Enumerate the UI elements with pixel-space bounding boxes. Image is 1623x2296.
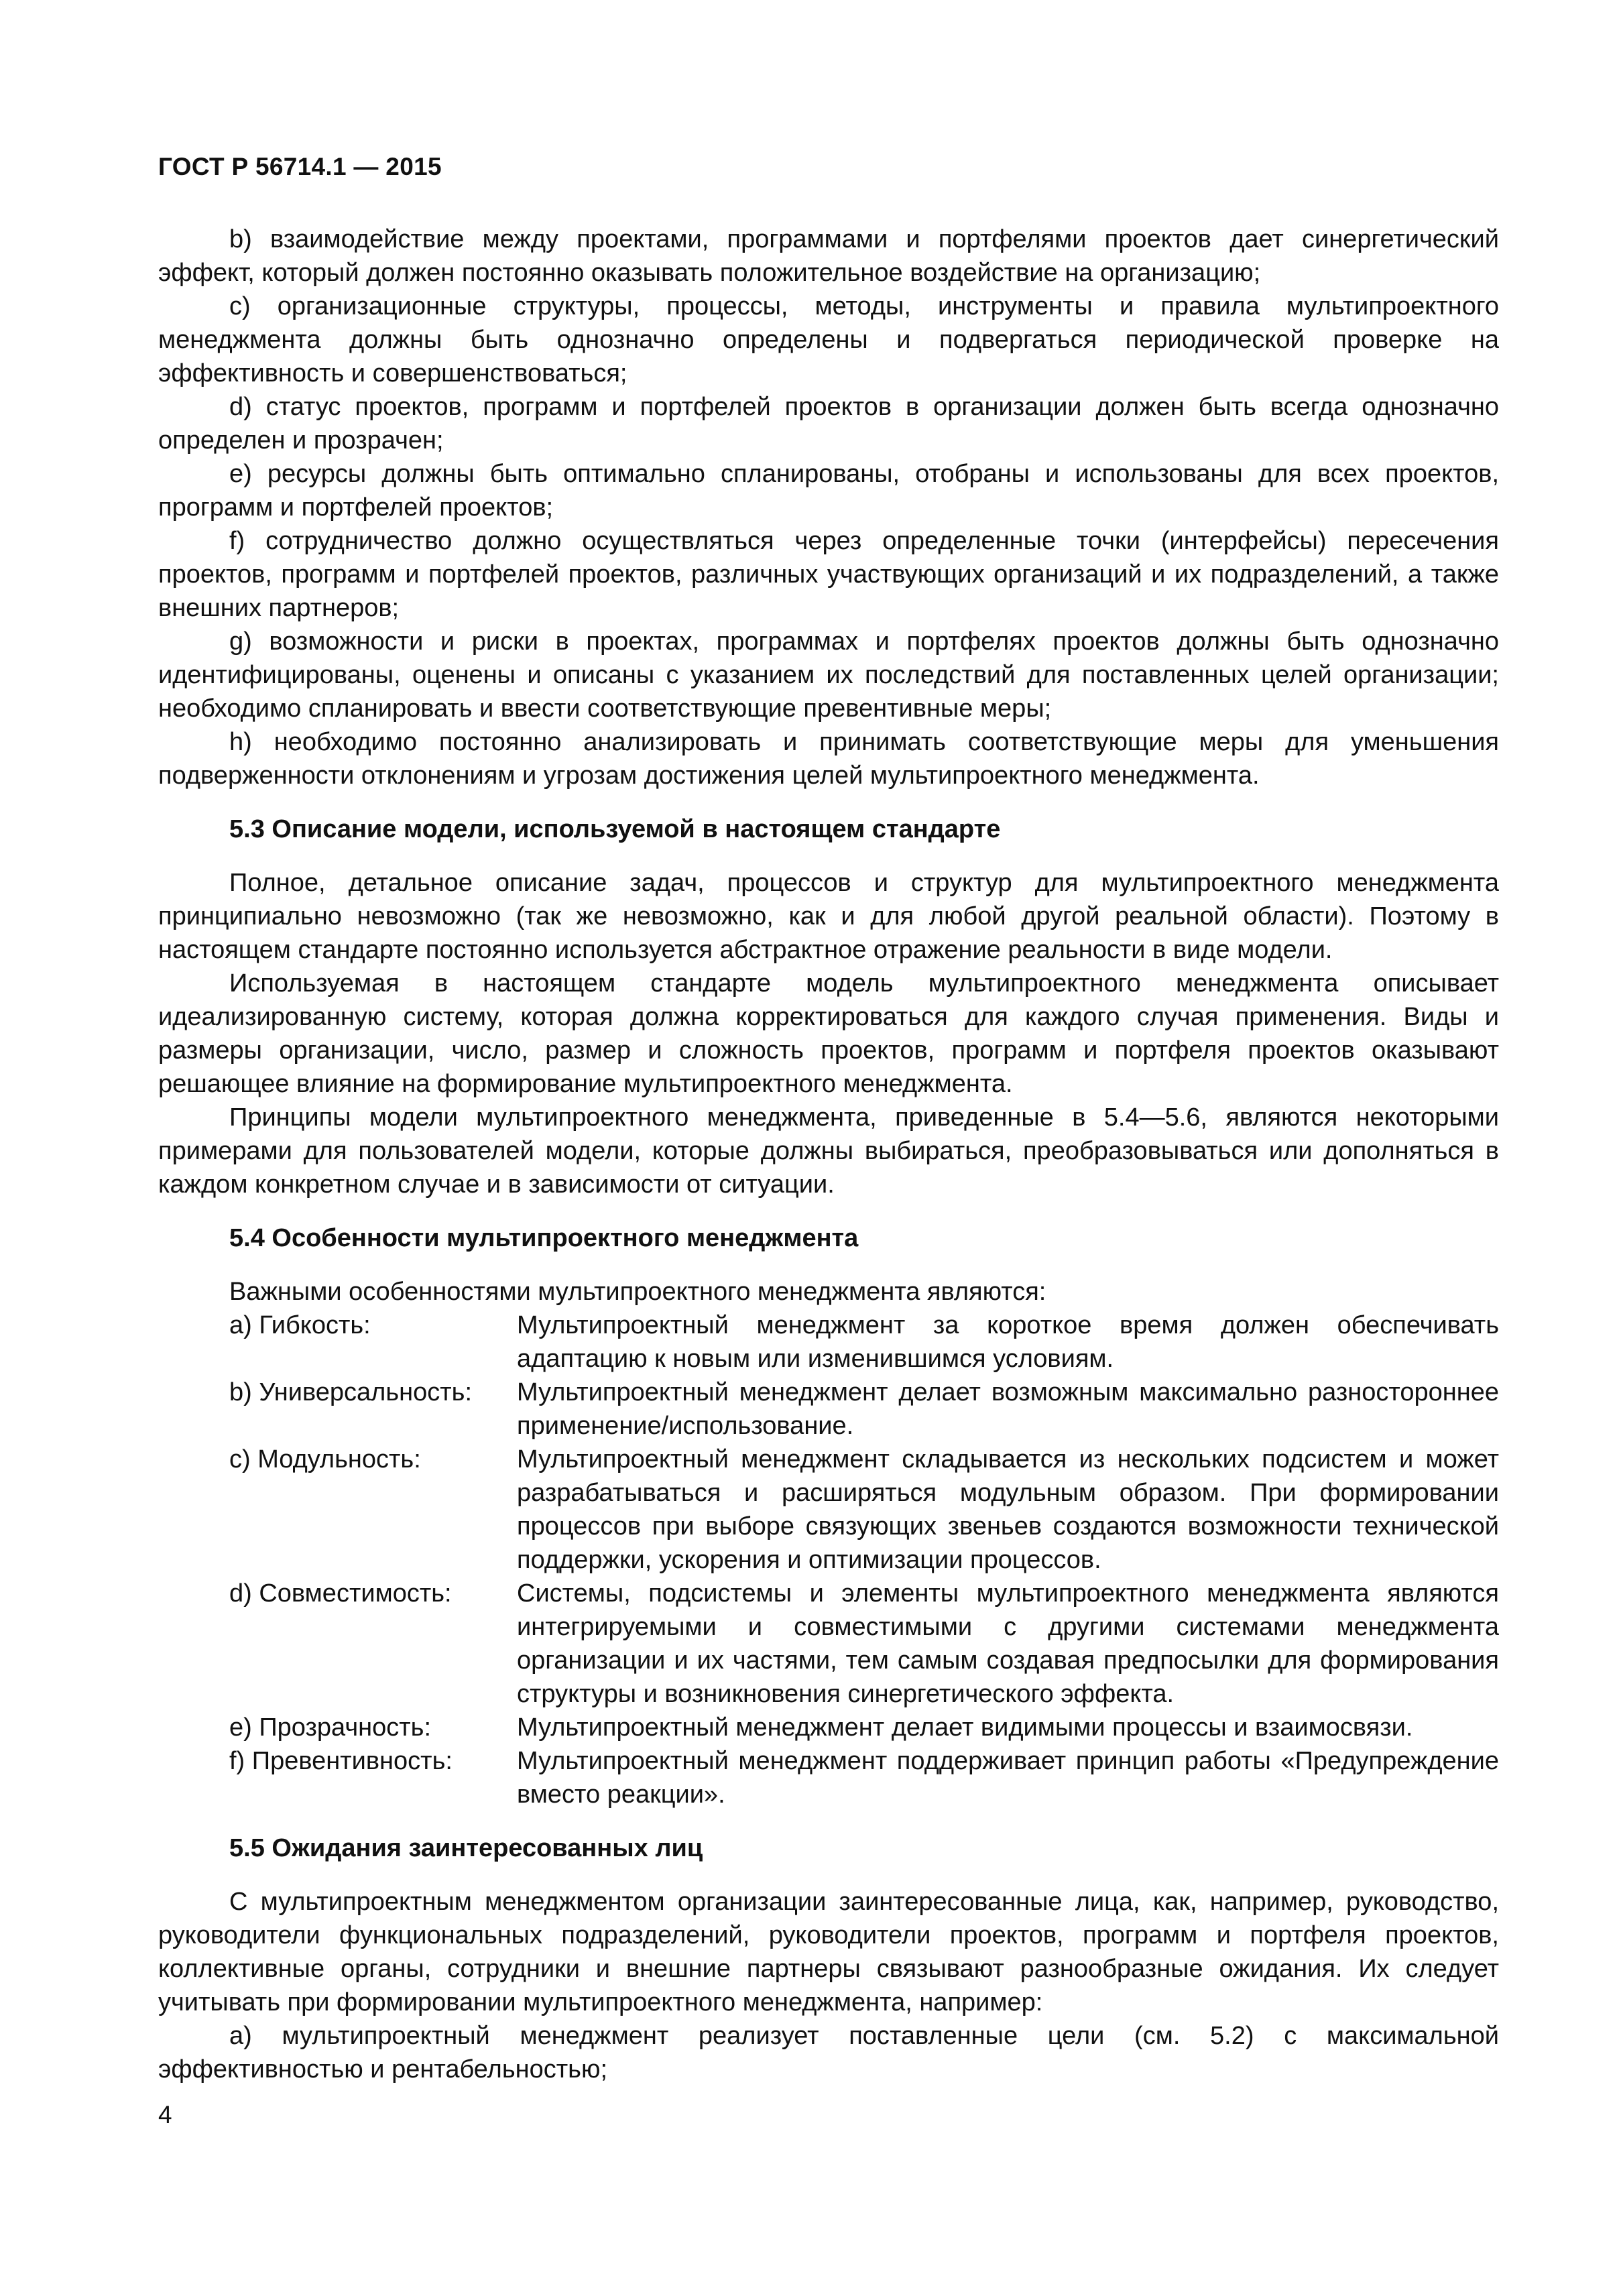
page-number: 4 [158, 2101, 172, 2128]
feature-term: f) Превентивность: [229, 1747, 453, 1775]
section-5-3-paragraph: Принципы модели мультипроектного менеджмента, приведенные в 5.4—5.6, являются некоторыми примерами для пользователей модели, которые должны выбираться, преобразовываться или дополняться в каждом конкретном случае и в зависимости от ситуации. [158, 1103, 1499, 1199]
section-5-5-list-item-a: a) мультипроектный менеджмент реализует поставленные цели (см. 5.2) с максимальной эффективностью и рентабельностью; [158, 2022, 1499, 2083]
feature-description: Мультипроектный менеджмент за короткое время должен обеспечивать адаптацию к новым или изменившимся условиям. [517, 1311, 1499, 1373]
section-5-3-heading: 5.3 Описание модели, используемой в настоящем стандарте [229, 815, 1001, 843]
document-header: ГОСТ Р 56714.1 — 2015 [158, 153, 442, 180]
section-5-5-heading: 5.5 Ожидания заинтересованных лиц [229, 1834, 703, 1862]
list-item-b: b) взаимодействие между проектами, программами и портфелями проектов дает синергетический эффект, который должен постоянно оказывать положительное воздействие на организацию; [158, 225, 1499, 287]
section-5-5-paragraph: С мультипроектным менеджментом организации заинтересованные лица, как, например, руководство, руководители функциональных подразделений, руководители проектов, программ и портфеля проектов, коллективные органы, сотрудники и внешние партнеры связывают разнообразные ожидания. Их следует учитывать при формировании мультипроектного менеджмента, например: [158, 1888, 1499, 2016]
section-5-4-intro: Важными особенностями мультипроектного менеджмента являются: [229, 1278, 1046, 1306]
section-5-3-paragraph: Используемая в настоящем стандарте модель мультипроектного менеджмента описывает идеализированную систему, которая должна корректироваться для каждого случая применения. Виды и размеры организации, число, размер и сложность проектов, программ и портфеля проектов оказывают решающее влияние на формирование мультипроектного менеджмента. [158, 969, 1499, 1098]
feature-description: Системы, подсистемы и элементы мультипроектного менеджмента являются интегрируемыми и совместимыми с другими системами менеджмента организации и их частями, тем самым создавая предпосылки для формирования структуры и возникновения синергетического эффекта. [517, 1579, 1499, 1708]
features-list [158, 1309, 1499, 1811]
feature-term: c) Модульность: [229, 1445, 421, 1473]
feature-description: Мультипроектный менеджмент поддерживает принцип работы «Предупреждение вместо реакции». [517, 1747, 1499, 1809]
feature-term: b) Универсальность: [229, 1378, 473, 1406]
feature-row [158, 1443, 1499, 1577]
feature-term: d) Совместимость: [229, 1579, 452, 1608]
list-item-h: h) необходимо постоянно анализировать и принимать соответствующие меры для уменьшения подверженности отклонениям и угрозам достижения целей мультипроектного менеджмента. [158, 728, 1499, 790]
feature-description: Мультипроектный менеджмент складывается из нескольких подсистем и может разрабатываться и расширяться модульным образом. При формировании процессов при выборе связующих звеньев создаются возможности технической поддержки, ускорения и оптимизации процессов. [517, 1445, 1499, 1574]
page-content [158, 223, 1499, 2086]
list-item-e: e) ресурсы должны быть оптимально спланированы, отобраны и использованы для всех проектов, программ и портфелей проектов; [158, 460, 1499, 522]
feature-description: Мультипроектный менеджмент делает видимыми процессы и взаимосвязи. [517, 1713, 1413, 1742]
feature-description: Мультипроектный менеджмент делает возможным максимально разностороннее применение/использование. [517, 1378, 1499, 1440]
list-item-f: f) сотрудничество должно осуществляться через определенные точки (интерфейсы) пересечения проектов, программ и портфелей проектов, различных участвующих организаций и их подразделений, а также внешних партнеров; [158, 527, 1499, 622]
feature-row [158, 1376, 1499, 1443]
list-item-c: c) организационные структуры, процессы, методы, инструменты и правила мультипроектного менеджмента должны быть однозначно определены и подвергаться периодической проверке на эффективность и совершенствоваться; [158, 292, 1499, 387]
feature-row [158, 1744, 1499, 1811]
list-item-g: g) возможности и риски в проектах, программах и портфелях проектов должны быть однозначно идентифицированы, оценены и описаны с указанием их последствий для поставленных целей организации; необходимо спланировать и ввести соответствующие превентивные меры; [158, 627, 1499, 723]
list-item-d: d) статус проектов, программ и портфелей проектов в организации должен быть всегда однозначно определен и прозрачен; [158, 393, 1499, 455]
feature-term: a) Гибкость: [229, 1311, 371, 1339]
section-5-4-heading: 5.4 Особенности мультипроектного менеджмента [229, 1224, 859, 1252]
feature-row [158, 1711, 1499, 1744]
feature-row [158, 1309, 1499, 1376]
section-5-3-paragraph: Полное, детальное описание задач, процессов и структур для мультипроектного менеджмента принципиально невозможно (так же невозможно, как и для любой другой реальной области). Поэтому в настоящем стандарте постоянно используется абстрактное отражение реальности в виде модели. [158, 869, 1499, 964]
feature-term: e) Прозрачность: [229, 1713, 432, 1742]
feature-row [158, 1577, 1499, 1711]
